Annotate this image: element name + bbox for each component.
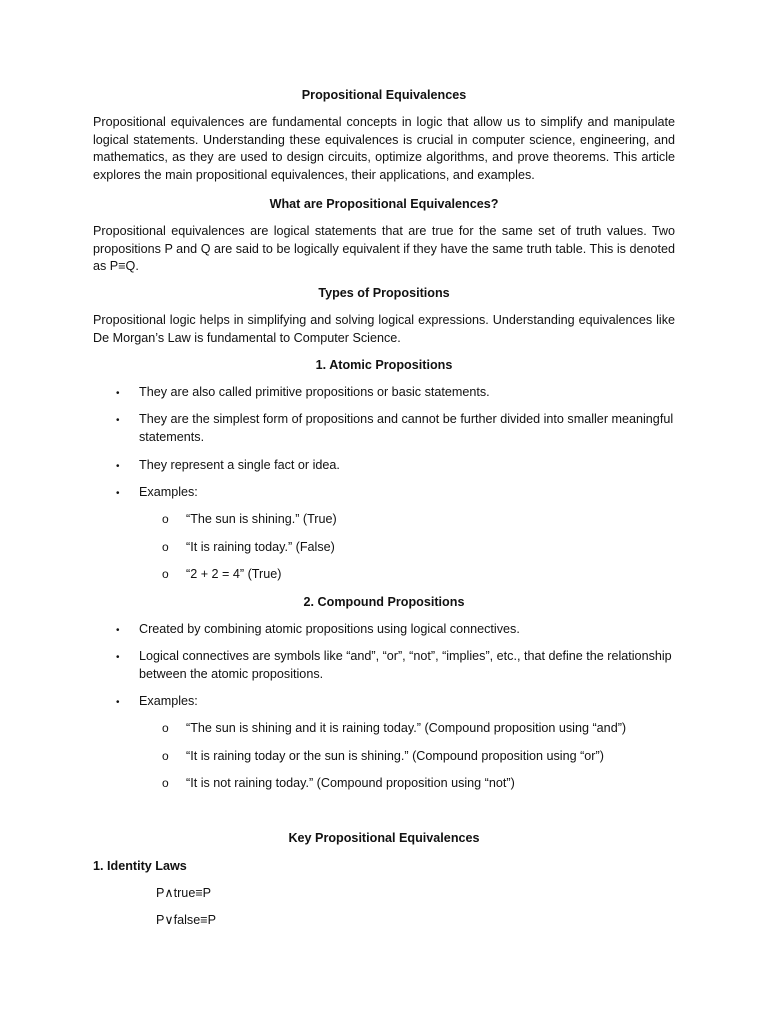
formula: P∧true≡P — [156, 886, 212, 900]
example-item: “2 + 2 = 4” (True) — [186, 567, 282, 581]
example-item: “It is not raining today.” (Compound proposition using “not”) — [186, 776, 515, 790]
list-item: Created by combining atomic propositions using logical connectives. — [139, 622, 520, 636]
section-heading-types: Types of Propositions — [318, 286, 450, 300]
example-item: “The sun is shining.” (True) — [186, 512, 337, 526]
bullet-marker: • — [116, 625, 120, 636]
page-title: Propositional Equivalences — [301, 88, 467, 102]
identity-laws-label: 1. Identity Laws — [93, 859, 187, 873]
section-heading-key: Key Propositional Equivalences — [288, 831, 480, 845]
list-item: Examples: — [139, 694, 198, 708]
list-item: Logical connectives are symbols like “and”, “or”, “not”, “implies”, etc., that define the relationship between the atomic propositions. — [139, 649, 672, 681]
bullet-marker: • — [116, 415, 120, 426]
formula: P∨false≡P — [156, 913, 216, 927]
bullet-marker: • — [116, 388, 120, 399]
list-item: They are also called primitive propositions or basic statements. — [139, 385, 490, 399]
sub-bullet-marker: o — [162, 721, 169, 735]
list-item: Examples: — [139, 485, 198, 499]
sub-bullet-marker: o — [162, 567, 169, 581]
sub-bullet-marker: o — [162, 749, 169, 763]
types-paragraph: Propositional logic helps in simplifying and solving logical expressions. Understanding equivalences like De Morgan’s Law is fundamental to Computer Science. — [93, 313, 675, 345]
example-item: “It is raining today.” (False) — [186, 540, 335, 554]
bullet-marker: • — [116, 461, 120, 472]
example-item: “The sun is shining and it is raining today.” (Compound proposition using “and”) — [186, 721, 627, 735]
bullet-marker: • — [116, 652, 120, 663]
list-item: They represent a single fact or idea. — [139, 458, 340, 472]
section-heading-compound: 2. Compound Propositions — [303, 595, 465, 609]
example-item: “It is raining today or the sun is shining.” (Compound proposition using “or”) — [186, 749, 604, 763]
sub-bullet-marker: o — [162, 512, 169, 526]
section-heading-what: What are Propositional Equivalences? — [269, 197, 499, 211]
intro-paragraph: Propositional equivalences are fundamental concepts in logic that allow us to simplify and manipulate logical statements. Understanding these equivalences is crucial in computer science, engineering, and mathematics, as they are used to design circuits, optimize algorithms, and prove theorems. This article explores the main propositional equivalences, their applications, and examples. — [93, 115, 675, 182]
what-paragraph: Propositional equivalences are logical statements that are true for the same set of truth values. Two propositions P and Q are said to be logically equivalent if they have the same truth table. This is denoted as P≡Q. — [93, 224, 675, 273]
bullet-marker: • — [116, 488, 120, 499]
sub-bullet-marker: o — [162, 540, 169, 554]
section-heading-atomic: 1. Atomic Propositions — [315, 358, 453, 372]
bullet-marker: • — [116, 697, 120, 708]
sub-bullet-marker: o — [162, 776, 169, 790]
list-item: They are the simplest form of propositions and cannot be further divided into smaller meaningful statements. — [139, 412, 674, 444]
